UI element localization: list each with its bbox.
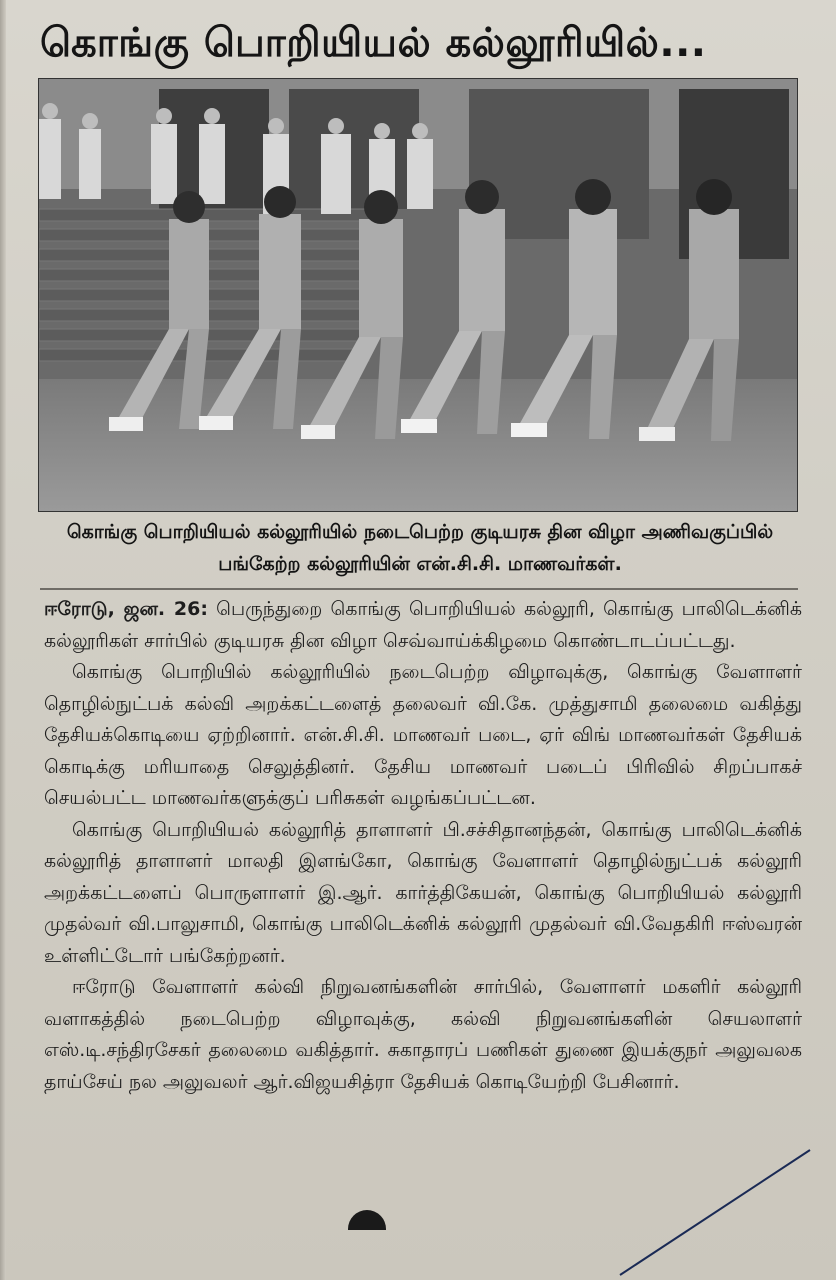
article-body <box>44 594 802 1098</box>
dateline: ஈரோடு, ஜன. 26: <box>44 598 208 620</box>
ncc-parade-photo <box>38 78 798 512</box>
page-fold-shadow <box>0 0 6 1280</box>
caption-divider <box>40 588 798 590</box>
paragraph-text: பெருந்துறை கொங்கு பொறியியல் கல்லூரி, கொங்கு பாலிடெக்னிக் கல்லூரிகள் சார்பில் குடியரசு தின விழா செவ்வாய்க்கிழமை கொண்டாடப்பட்டது. <box>44 598 802 652</box>
headline: கொங்கு பொறியியல் கல்லூரியில்... <box>40 20 707 66</box>
article-paragraph: கொங்கு பொறியியல் கல்லூரித் தாளாளர் பி.சச்சிதானந்தன், கொங்கு பாலிடெக்னிக் கல்லூரித் தாளாளர் மாலதி இளங்கோ, கொங்கு வேளாளர் தொழில்நுட்பக் கல்லூரி அறக்கட்டளைப் பொருளாளர் இ.ஆர். கார்த்திகேயன், கொங்கு பொறியியல் கல்லூரி முதல்வர் வி.பாலுசாமி, கொங்கு பாலிடெக்னிக் கல்லூரி முதல்வர் வி.வேதகிரி ஈஸ்வரன் உள்ளிட்டோர் பங்கேற்றனர். <box>44 818 802 967</box>
article-paragraph <box>44 594 802 657</box>
article-paragraph: ஈரோடு வேளாளர் கல்வி நிறுவனங்களின் சார்பில், வேளாளர் மகளிர் கல்லூரி வளாகத்தில் நடைபெற்ற விழாவுக்கு, கல்வி நிறுவனங்களின் செயலாளர் எஸ்.டி.சந்திரசேகர் தலைமை வகித்தார். சுகாதாரப் பணிகள் துணை இயக்குநர் அலுவலக தாய்சேய் நல அலுவலர் ஆர்.விஜயசித்ரா தேசியக் கொடியேற்றி பேசினார். <box>44 976 802 1093</box>
photo-caption: கொங்கு பொறியியல் கல்லூரியில் நடைபெற்ற குடியரசு தின விழா அணிவகுப்பில் பங்கேற்ற கல்லூரியின் என்.சி.சி. மாணவர்கள். <box>66 521 774 575</box>
article-paragraph: கொங்கு பொறியில் கல்லூரியில் நடைபெற்ற விழாவுக்கு, கொங்கு வேளாளர் தொழில்நுட்பக் கல்வி அறக்கட்டளைத் தலைவர் வி.கே. முத்துசாமி தலைமை வகித்து தேசியக்கொடியை ஏற்றினார். என்.சி.சி. மாணவர் படை, ஏர் விங் மாணவர்கள் தேசியக் கொடிக்கு மரியாதை செலுத்தினர். தேசிய மாணவர் படைப் பிரிவில் சிறப்பாகச் செயல்பட்ட மாணவர்களுக்குப் பரிசுகள் வழங்கப்பட்டன. <box>44 661 802 809</box>
pen-stroke-mark <box>610 1140 830 1280</box>
